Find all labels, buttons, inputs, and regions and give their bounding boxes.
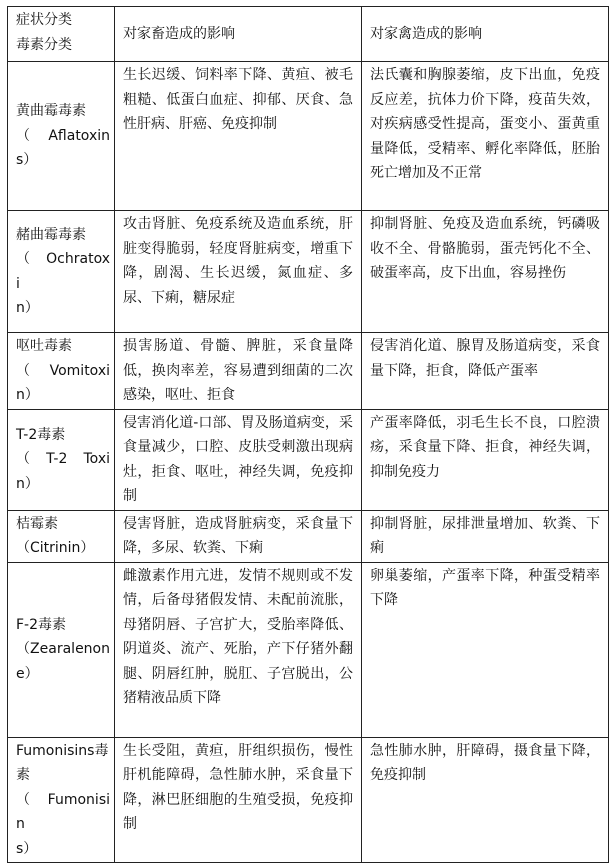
livestock-effect: 生长受阻，黄疸，肝组织损伤，慢性肝机能障碍，急性肺水肿，采食量下降，淋巴胚细胞的生殖受损，免疫抑制 <box>123 742 353 832</box>
livestock-effect: 侵害消化道-口部、胃及肠道病变，采食量减少，口腔、皮肤受刺激出现病灶，拒食、呕吐，神经失调，免疫抑制 <box>123 414 353 504</box>
header-poultry-cell <box>362 7 609 62</box>
toxin-name-en-end: n） <box>16 387 39 403</box>
poultry-effect-cell <box>362 562 609 737</box>
toxin-name-en: （ Ochratoxi <box>16 251 110 292</box>
poultry-effect: 抑制肾脏、免疫及造血系统，钙磷吸收不全、骨骼脆弱，蛋壳钙化不全、破蛋率高，皮下出血，容易挫伤 <box>370 216 600 281</box>
table-row <box>8 62 609 211</box>
livestock-effect-cell <box>115 333 362 410</box>
poultry-effect-cell <box>362 62 609 211</box>
table-row <box>8 562 609 737</box>
toxin-name-en-end: n） <box>16 475 39 492</box>
toxin-name-cn: 桔霉素 <box>16 515 58 532</box>
toxin-name-cn: T-2毒素 <box>16 426 66 443</box>
toxin-name-cell <box>8 409 115 510</box>
toxin-name-en-end: e） <box>16 665 39 682</box>
header-corner-line1: 症状分类 <box>16 12 72 28</box>
livestock-effect-cell <box>115 211 362 333</box>
table-row <box>8 211 609 333</box>
toxin-name-cell <box>8 333 115 410</box>
toxin-name-en: （ Vomitoxi <box>16 362 110 379</box>
header-corner-cell <box>8 7 115 62</box>
header-corner-line2: 毒素分类 <box>16 36 72 53</box>
poultry-effect-cell <box>362 510 609 562</box>
poultry-effect: 产蛋率降低，羽毛生长不良，口腔溃疡，采食量下降、拒食，神经失调，抑制免疫力 <box>370 414 600 480</box>
toxin-name-en-end: s） <box>16 840 38 857</box>
table-row <box>8 737 609 863</box>
header-livestock: 对家畜造成的影响 <box>123 25 235 42</box>
poultry-effect: 侵害消化道、腺胃及肠道病变，采食量下降，拒食，降低产蛋率 <box>370 338 600 379</box>
toxin-name-en: （Zearalenon <box>16 641 110 658</box>
livestock-effect: 攻击肾脏、免疫系统及造血系统，肝脏变得脆弱，轻度肾脏病变，增重下降，剧渴、生长迟缓，氮血症、多尿、下痢，糖尿症 <box>123 216 353 306</box>
header-row <box>8 7 609 62</box>
livestock-effect: 损害肠道、骨髓、脾脏，采食量降低，换肉率差，容易遭到细菌的二次感染，呕吐、拒食 <box>123 338 353 403</box>
toxin-name-en: （ Aflatoxin <box>16 127 110 144</box>
poultry-effect-cell <box>362 333 609 410</box>
toxin-name-cn: Fumonisins毒素 <box>16 742 109 783</box>
toxin-name-cn: 呕吐毒素 <box>16 338 72 354</box>
toxin-name-cell <box>8 211 115 333</box>
table-row <box>8 510 609 562</box>
table-row <box>8 333 609 410</box>
header-poultry: 对家禽造成的影响 <box>370 25 482 42</box>
poultry-effect-cell <box>362 409 609 510</box>
toxin-name-en: （ T-2 Toxi <box>16 451 110 468</box>
toxin-name-cell <box>8 62 115 211</box>
livestock-effect: 侵害肾脏，造成肾脏病变，采食量下降，多尿、软粪、下痢 <box>123 515 353 556</box>
livestock-effect-cell <box>115 737 362 863</box>
poultry-effect-cell <box>362 737 609 863</box>
toxin-name-en-end: s） <box>16 152 38 169</box>
toxin-name-en: （ Fumonisin <box>16 791 110 832</box>
toxin-name-cell <box>8 737 115 863</box>
toxin-name-cn: F-2毒素 <box>16 616 67 633</box>
toxin-name-en: （Citrinin） <box>16 540 95 556</box>
poultry-effect: 急性肺水肿，肝障碍，摄食量下降，免疫抑制 <box>370 742 600 783</box>
table-row <box>8 409 609 510</box>
livestock-effect-cell <box>115 510 362 562</box>
poultry-effect: 抑制肾脏，尿排泄量增加、软粪、下痢 <box>370 515 600 556</box>
livestock-effect-cell <box>115 409 362 510</box>
livestock-effect-cell <box>115 62 362 211</box>
livestock-effect: 生长迟缓、饲料率下降、黄疸、被毛粗糙、低蛋白血症、抑郁、厌食、急性肝病、肝癌、免疫抑制 <box>123 67 353 132</box>
livestock-effect: 雌激素作用亢进，发情不规则或不发情，后备母猪假发情、未配前流胀，母猪阴唇、子宫扩大，受胎率降低、阴道炎、流产、死胎，产下仔猪外翻腿、阴唇红肿，脱肛、子宫脱出，公猪精液品质下降 <box>123 567 353 706</box>
poultry-effect: 卵巢萎缩，产蛋率下降，种蛋受精率下降 <box>370 567 600 608</box>
toxin-name-cn: 赭曲霉毒素 <box>16 226 86 243</box>
toxin-name-cell <box>8 510 115 562</box>
mycotoxin-effects-table <box>7 6 609 863</box>
poultry-effect: 法氏囊和胸腺萎缩，皮下出血，免疫反应差，抗体力价下降，疫苗失效，对疾病感受性提高，蛋变小、蛋黄重量降低，受精率、孵化率降低，胚胎死亡增加及不正常 <box>370 67 600 181</box>
toxin-name-cn: 黄曲霉毒素 <box>16 103 86 120</box>
livestock-effect-cell <box>115 562 362 737</box>
poultry-effect-cell <box>362 211 609 333</box>
toxin-name-cell <box>8 562 115 737</box>
toxin-name-en-end: n） <box>16 300 39 316</box>
header-livestock-cell <box>115 7 362 62</box>
